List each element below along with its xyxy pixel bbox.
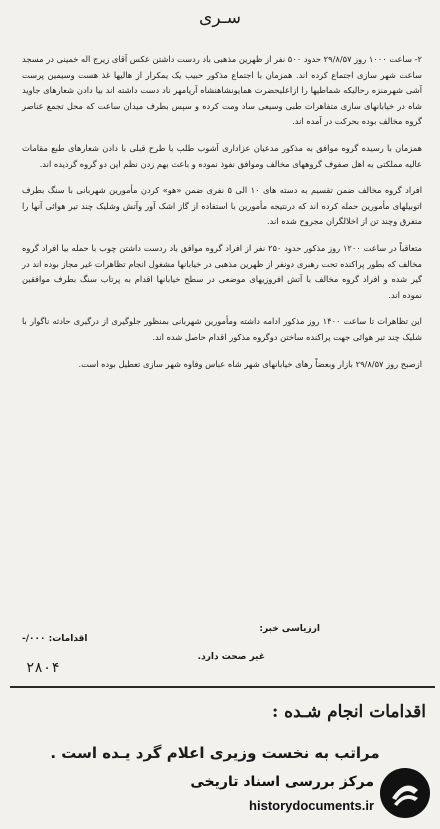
report-paragraph: ۲- ساعت ۱۰۰۰ روز ۲۹/۸/۵۷ حدود ۵۰۰ نفر از ظهرین مذهبی باد ردست داشتن عکس آقای زیرج اله خمینی در مسجد ساعت شهر سازی اجتماع کرده اند. همزمان با اجتماع مذکور حبیب یک یمکرار از هالیها غذ هست وسیمین پرست آشی شهرمنزه رحالیکه شماطیها را ازاعلیحضرت همایونشاهنشاه آریامهر ناد دست داشته اند بیا دادن شعارهای جاوید شاه در خیابانهای سازی متفاهرات طبی وسیعی ساد ومت کرده و سپس بطرف میدان ساعت که محل تجمع عناصر گروه مخالف بوده بحرکت در آمده اند.: [22, 54, 423, 127]
classification-header: سـری: [199, 8, 241, 28]
archive-watermark: [150, 764, 430, 824]
source-evaluation-label: ارزیاسی خبر:: [259, 624, 320, 634]
report-body: [22, 52, 422, 383]
actions-taken-heading: اقدامات انجام شـده :: [271, 702, 426, 722]
section-divider: [10, 686, 435, 688]
archive-emblem-icon: [380, 768, 430, 818]
archive-title: مرکز بررسی اسناد تاریخی: [190, 774, 374, 790]
report-paragraph: همزمان با رسیده گروه موافق به مذکور مدعیان عزاداری آشوب طلب با طرح قبلی با دادن شعارهای طبع مقامات عالیه مملکتی به اهل صفوف گروههای مخالف وموافق نفوذ نموده و باعث بهم زدن نظم این دو گروه گردیده اند.: [22, 142, 422, 169]
handwritten-doc-number: ۲۸۰۴: [26, 660, 60, 676]
report-paragraph: متعاقباً در ساعت ۱۲۰۰ روز مذکور حدود ۲۵۰ نفر از افراد گروه موافق باد ردست داشتن چوب با حمله بیا افراد گروه مخالف که بطور پراکنده تحت رهبری دونفر از ظهرین مذهبی در خیابانها مشغول انجام تظاهرات غیر مجاز بوده اند در گیر شده و افراد گروه مخالف با آتش افروزیهای موضعی در سطح خیابانها اقدام به پرتاب سنگ بطرف موافقین نموده اند.: [22, 242, 423, 300]
actions-taken-text: مراتب به نخست وزیری اعلام گرد یـده است .: [50, 744, 380, 762]
evaluation-comment: غیر صحت دارد.: [197, 652, 265, 662]
report-paragraph: ازصبح روز ۲۹/۸/۵۷ بازار وبعضاً رهای خیابانهای شهر شاه عباس وفاوه شهر سازی تعطیل بوده است.: [78, 358, 422, 369]
report-paragraph: افراد گروه مخالف ضمن تقسیم به دسته های ۱۰ الی ۵ نفری ضمن «هو» کردن مأمورین شهربانی با سنگ بطرف اتوبیلهای مأمورین حمله کرده اند که درنتیجه مأمورین با استفاده از گاز اشک آور وآتش وشلیک چند تیر هوائی آنها را متفرق وچند تن از اخلالگران مجروح شده اند.: [22, 185, 422, 227]
report-paragraph: این تظاهرات تا ساعت ۱۴۰۰ روز مذکور ادامه داشته ومأمورین شهربانی بمنظور جلوگیری از درگیری حادثه ناگوار با شلیک چند تیر هوائی جهت پراکنده ساختن دوگروه مذکور اقدام حاصل شده اند.: [22, 316, 422, 342]
archive-url: historydocuments.ir: [249, 798, 374, 813]
actions-number: اقدامات: ۰۰۰/-: [22, 634, 88, 644]
